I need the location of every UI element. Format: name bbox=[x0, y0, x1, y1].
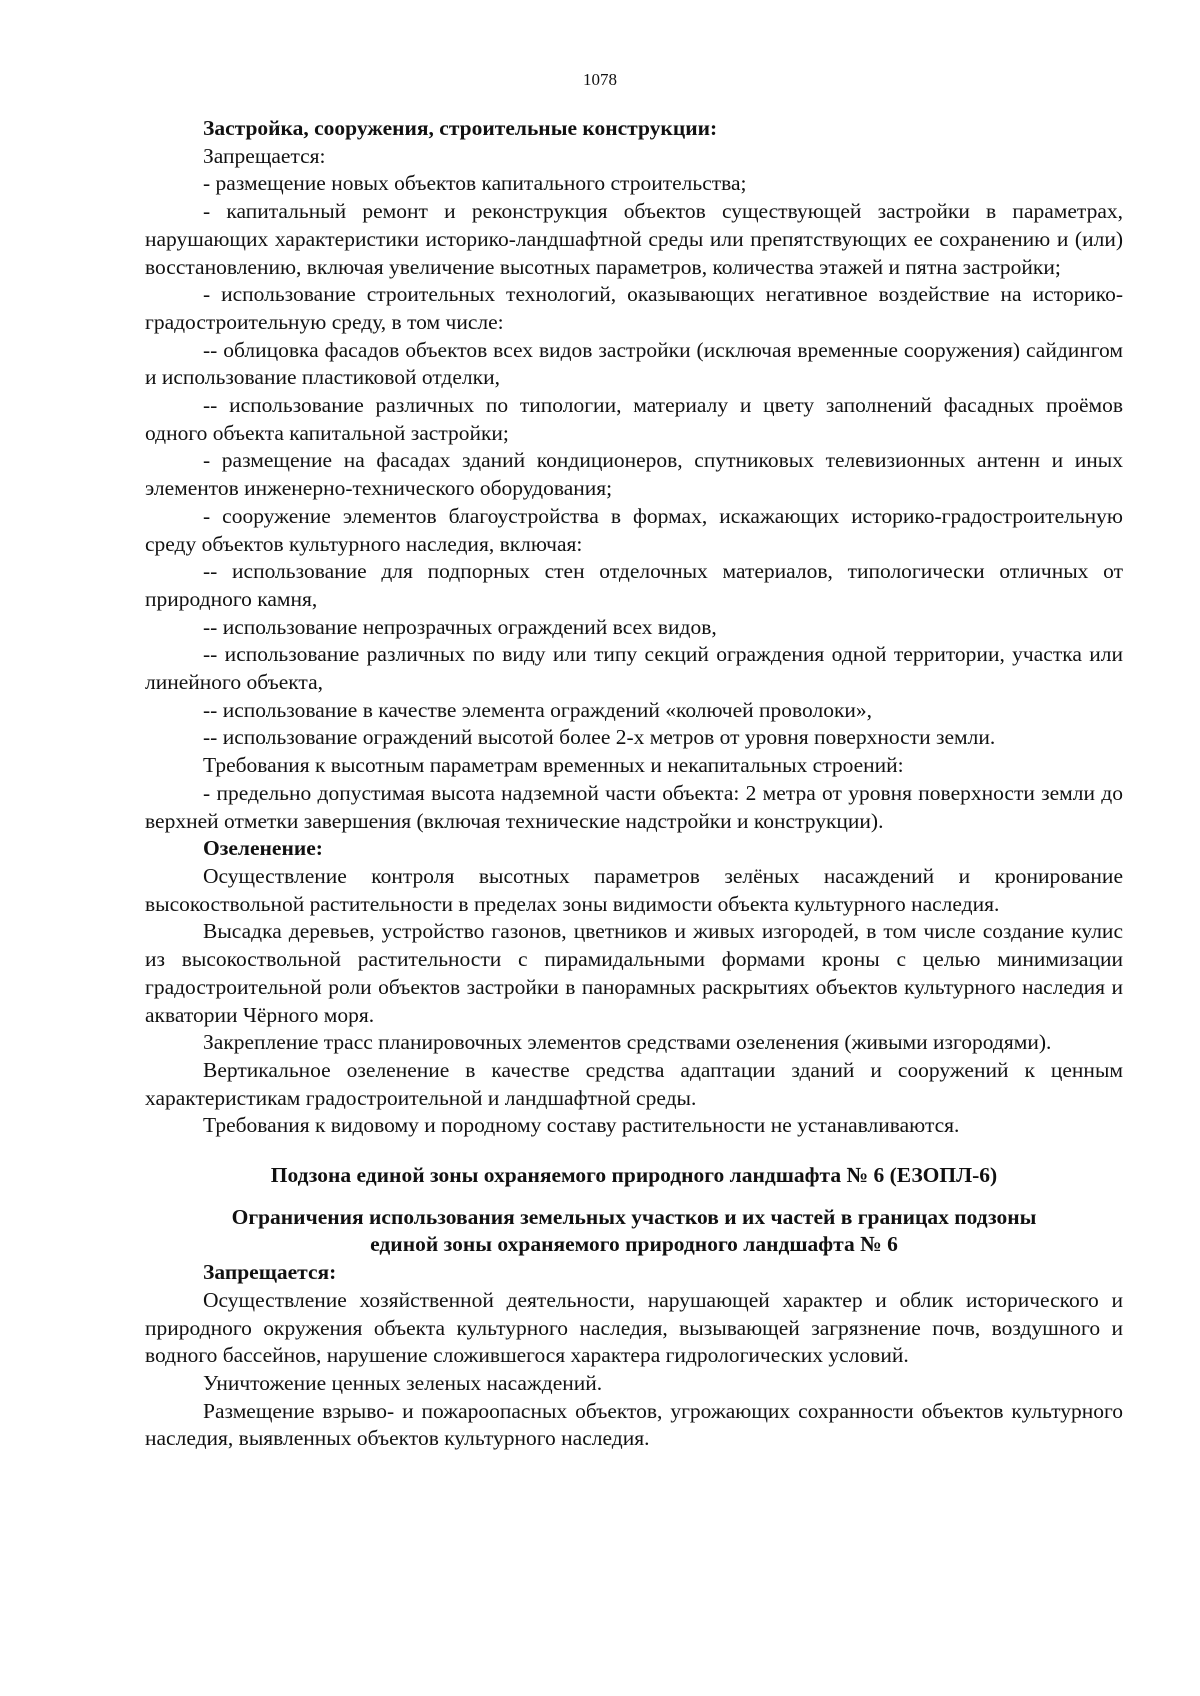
height-requirements-label: Требования к высотным параметрам временных и некапитальных строений: bbox=[203, 753, 904, 778]
paragraph: Осуществление контроля высотных параметров зелёных насаждений и кронирование высокоствольной растительности в пределах зоны видимости объекта культурного наследия. bbox=[145, 863, 1123, 916]
list-item: -- облицовка фасадов объектов всех видов застройки (исключая временные сооружения) сайдингом и использование пластиковой отделки, bbox=[145, 337, 1123, 390]
list-item: -- использование непрозрачных ограждений всех видов, bbox=[203, 614, 717, 639]
paragraph: Высадка деревьев, устройство газонов, цветников и живых изгородей, в том числе создание кулис из высокоствольной растительности с пирамидальными формами кроны с целью минимизации градостроительной роли объектов застройки в панорамных раскрытиях объектов культурного наследия и акватории Чёрного моря. bbox=[145, 919, 1123, 1027]
paragraph: Размещение взрыво- и пожароопасных объектов, угрожающих сохранности объектов культурного наследия, выявленных объектов культурного наследия. bbox=[145, 1398, 1123, 1451]
height-requirement-item: - предельно допустимая высота надземной части объекта: 2 метра от уровня поверхности земли до верхней отметки завершения (включая технические надстройки и конструкции). bbox=[145, 780, 1123, 833]
paragraph: Требования к видовому и породному составу растительности не устанавливаются. bbox=[203, 1113, 960, 1138]
document-body bbox=[145, 115, 1123, 1453]
section-heading-prohibited: Запрещается: bbox=[203, 1260, 337, 1285]
paragraph: Уничтожение ценных зеленых насаждений. bbox=[203, 1370, 603, 1395]
list-item: -- использование ограждений высотой более 2-х метров от уровня поверхности земли. bbox=[203, 725, 996, 750]
page-number: 1078 bbox=[583, 70, 617, 89]
paragraph: Закрепление трасс планировочных элементов средствами озеленения (живыми изгородями). bbox=[203, 1030, 1052, 1055]
limits-heading-line-1: Ограничения использования земельных участков и их частей в границах подзоны bbox=[231, 1204, 1037, 1229]
list-item: -- использование в качестве элемента ограждений «колючей проволоки», bbox=[203, 697, 873, 722]
zone-heading: Подзона единой зоны охраняемого природного ландшафта № 6 (ЕЗОПЛ-6) bbox=[270, 1163, 998, 1188]
list-item: - использование строительных технологий, оказывающих негативное воздействие на историко-градостроительную среду, в том числе: bbox=[145, 282, 1123, 334]
prohibited-label: Запрещается: bbox=[203, 143, 326, 168]
list-item: - размещение на фасадах зданий кондиционеров, спутниковых телевизионных антенн и иных элементов инженерно-технического оборудования; bbox=[145, 448, 1123, 501]
list-item: - размещение новых объектов капитального строительства; bbox=[203, 171, 747, 196]
section-heading-construction: Застройка, сооружения, строительные конструкции: bbox=[203, 116, 718, 140]
list-item: -- использование различных по типологии, материалу и цвету заполнений фасадных проёмов одного объекта капитальной застройки; bbox=[145, 393, 1123, 445]
paragraph: Осуществление хозяйственной деятельности, нарушающей характер и облик исторического и природного окружения объекта культурного наследия, вызывающей загрязнение почв, воздушного и водного бассейнов, нарушение сложившегося характера гидрологических условий. bbox=[145, 1287, 1123, 1368]
list-item: - сооружение элементов благоустройства в формах, искажающих историко-градостроительную среду объектов культурного наследия, включая: bbox=[145, 503, 1123, 556]
list-item: -- использование для подпорных стен отделочных материалов, типологически отличных от природного камня, bbox=[145, 559, 1123, 611]
list-item: - капитальный ремонт и реконструкция объектов существующей застройки в параметрах, нарушающих характеристики историко-ландшафтной среды или препятствующих ее сохранению и (или) восстановлению, включая увеличение высотных параметров, количества этажей и пятна застройки; bbox=[145, 199, 1123, 279]
limits-heading-line-2: единой зоны охраняемого природного ландшафта № 6 bbox=[370, 1232, 898, 1257]
paragraph: Вертикальное озеленение в качестве средства адаптации зданий и сооружений к ценным характеристикам градостроительной и ландшафтной среды. bbox=[145, 1057, 1123, 1110]
list-item: -- использование различных по виду или типу секций ограждения одной территории, участка или линейного объекта, bbox=[145, 642, 1123, 695]
section-heading-greening: Озеленение: bbox=[203, 836, 323, 861]
